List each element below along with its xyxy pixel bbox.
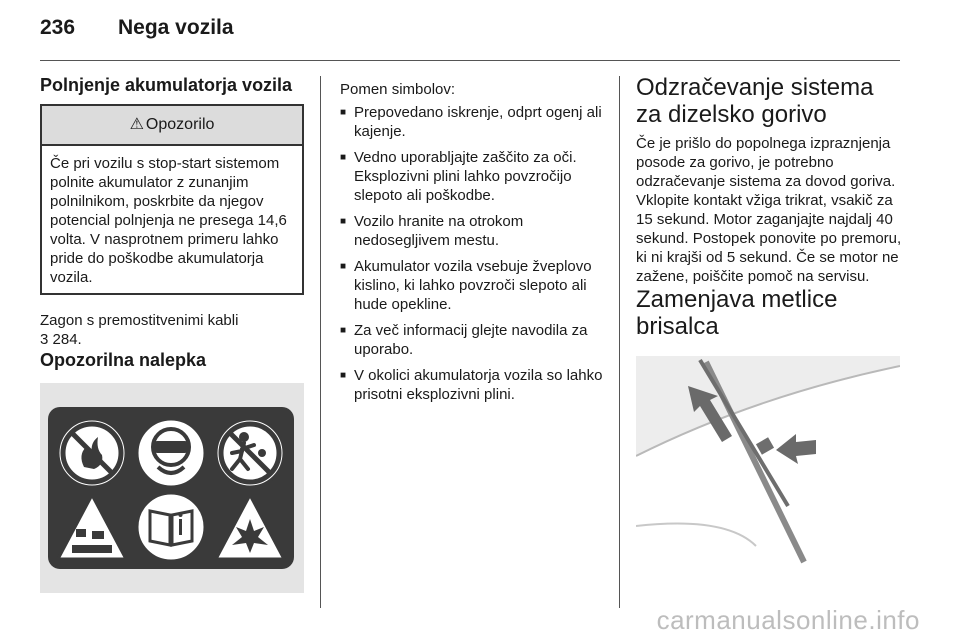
keep-children-away-icon <box>216 419 284 487</box>
eye-protection-icon <box>137 419 205 487</box>
jump-start-text: Zagon s premostitvenimi kabli <box>40 312 239 329</box>
reference-arrow-icon: 3 <box>40 331 49 348</box>
symbols-intro: Pomen simbolov: <box>340 81 456 98</box>
bullet-icon: ■ <box>340 261 347 272</box>
diesel-bleeding-text: Če je prišlo do popolnega izpraznjenja posode za gorivo, je potrebno odzračevanje sistema za dovod goriva. Vklopite kontakt vžiga trikrat, vsakič za 15 sekund. Motor zaganjajte najdalj 40 sekund. Postopek ponovite po premoru, ki ni krajši od 5 sekund. Če se motor ne zažene, poiščite pomoč na servisu. <box>636 135 902 285</box>
section-title-warning-label: Opozorilna nalepka <box>40 350 207 370</box>
warning-label-plate <box>48 407 294 569</box>
explosion-icon <box>216 495 284 559</box>
list-item: ■ V okolici akumulatorja vozila so lahko prisotni eksplozivni plini. <box>340 367 603 403</box>
symbols-list <box>340 103 604 404</box>
warning-title: Opozorilo <box>145 116 215 133</box>
corrosive-acid-icon <box>58 495 126 559</box>
no-fire-icon <box>58 419 126 487</box>
section-title-diesel-bleeding: Odzračevanje sistema za dizelsko gorivo <box>636 74 874 128</box>
warning-text: Če pri vozilu s stop-start sistemom polnite akumulator z zunanjim polnilnikom, poskrbite da njegov potencial polnjenja ne presega 14,6 volta. V nasprotnem primeru lahko pride do poškodbe akumulatorja vozila. <box>50 155 287 286</box>
column-divider-2 <box>619 76 620 608</box>
warning-label-image <box>40 383 304 593</box>
list-item: ■ Vozilo hranite na otrokom nedosegljivem mestu. <box>340 213 524 249</box>
warning-box <box>40 104 304 295</box>
watermark: carmanualsonline.info <box>656 605 920 635</box>
wiper-blade-image <box>636 356 900 566</box>
bullet-icon: ■ <box>340 107 347 118</box>
section-title-battery-charging: Polnjenje akumulatorja vozila <box>40 75 293 95</box>
column-2 <box>340 74 604 411</box>
list-item: ■ Prepovedano iskrenje, odprt ogenj ali kajenje. <box>340 104 602 140</box>
column-divider-1 <box>320 76 321 608</box>
bullet-icon: ■ <box>340 370 347 381</box>
list-item: ■ Akumulator vozila vsebuje žveplovo kislino, ki lahko povzroči slepoto ali hude opekline. <box>340 258 592 313</box>
list-item: ■ Za več informacij glejte navodila za uporabo. <box>340 322 588 358</box>
bullet-icon: ■ <box>340 216 347 227</box>
warning-triangle-icon: ⚠ <box>129 116 144 133</box>
column-1 <box>40 74 304 593</box>
page-reference[interactable] <box>40 330 304 349</box>
header-divider <box>40 60 900 61</box>
column-3 <box>636 74 902 566</box>
section-title-wiper-replacement: Zamenjava metlice brisalca <box>636 286 838 340</box>
list-item: ■ Vedno uporabljajte zaščito za oči. Eksplozivni plini lahko povzročijo slepoto ali poškodbe. <box>340 149 577 204</box>
reference-page: 284. <box>52 331 82 348</box>
page-number: 236 <box>40 16 76 39</box>
read-manual-icon <box>137 493 205 561</box>
warning-header <box>42 106 302 146</box>
page-title: Nega vozila <box>118 16 234 39</box>
page-header <box>40 16 234 40</box>
bullet-icon: ■ <box>340 325 347 336</box>
bullet-icon: ■ <box>340 152 347 163</box>
